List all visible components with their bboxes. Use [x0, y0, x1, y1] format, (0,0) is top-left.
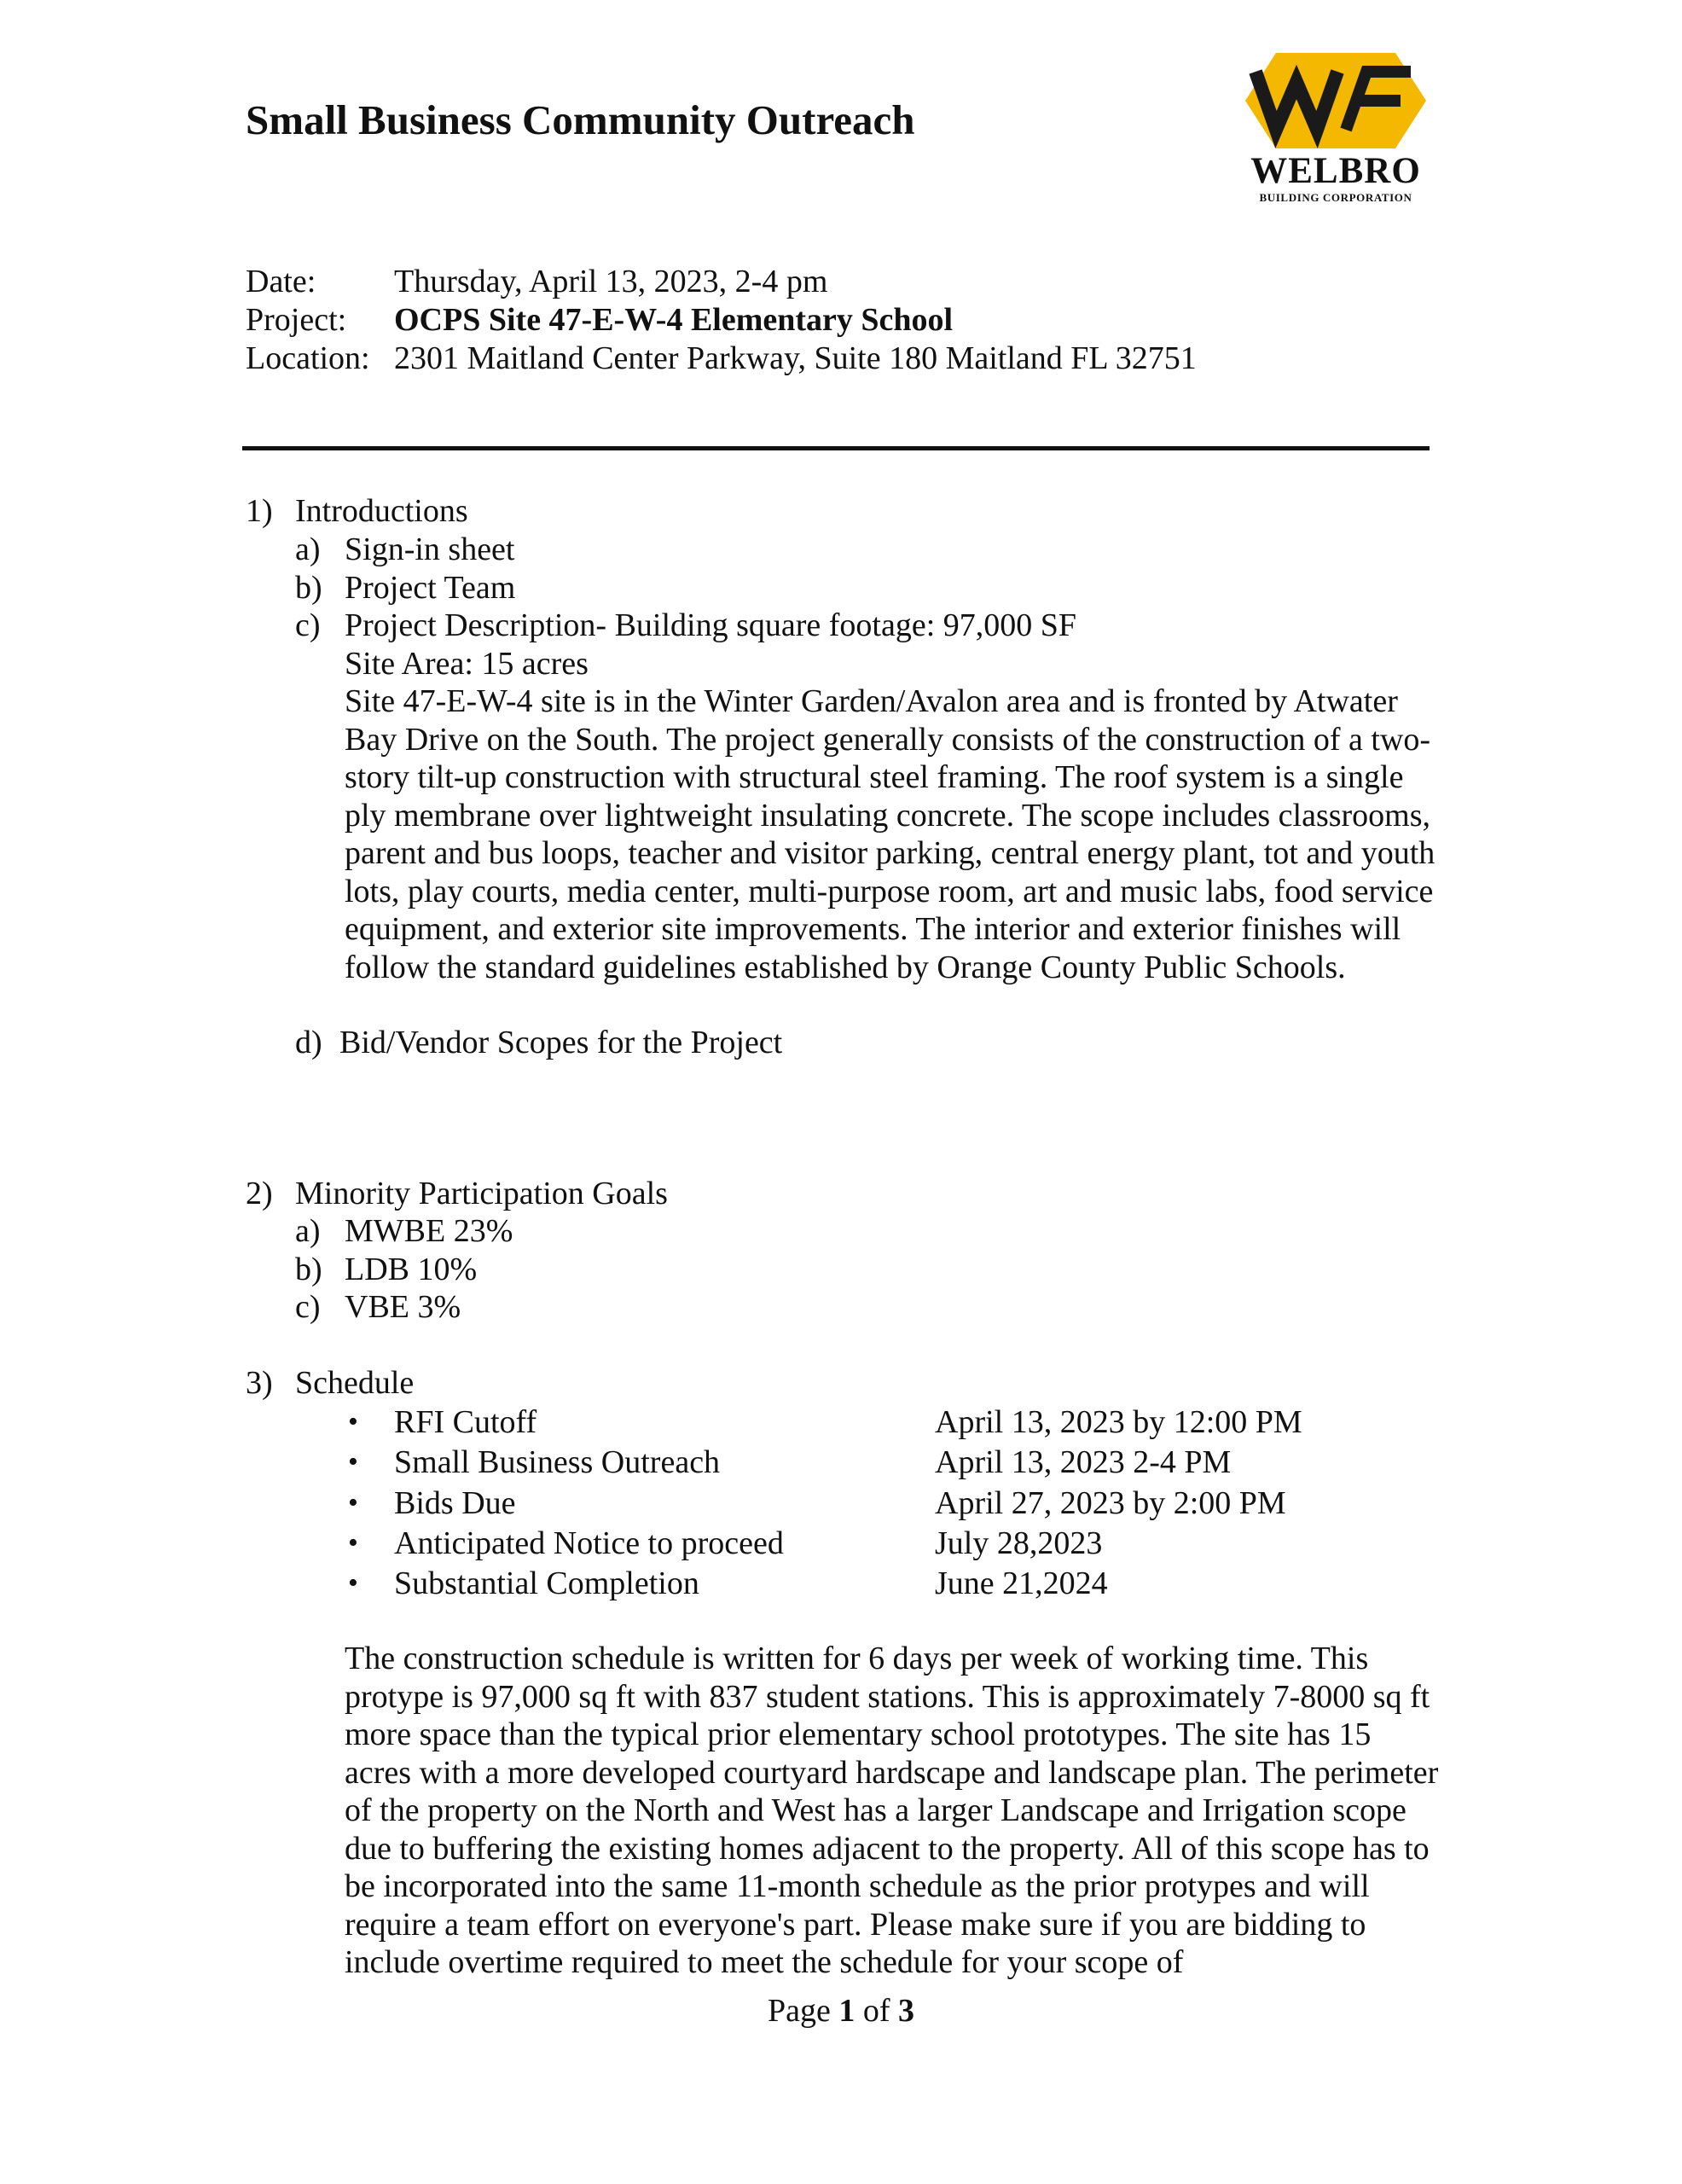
- bullet-icon: •: [348, 1406, 358, 1438]
- page-number: [0, 1992, 1682, 2030]
- document-title: Small Business Community Outreach: [246, 96, 915, 143]
- welbro-logo: [1244, 51, 1431, 213]
- list-marker: b): [295, 1252, 322, 1287]
- logo-wordmark: WELBRO: [1250, 151, 1421, 191]
- bullet-icon: •: [348, 1487, 358, 1519]
- bullet-icon: •: [348, 1446, 358, 1478]
- date-label: Date:: [246, 264, 316, 299]
- section-3-title: Schedule: [295, 1365, 415, 1401]
- project-value: OCPS Site 47-E-W-4 Elementary School: [394, 302, 954, 338]
- horizontal-divider: [242, 446, 1430, 450]
- site-area: Site Area: 15 acres: [345, 646, 589, 682]
- schedule-item-date: April 27, 2023 by 2:00 PM: [935, 1485, 1286, 1521]
- section-2-number: 2): [246, 1176, 273, 1211]
- page-total: 3: [898, 1993, 915, 2029]
- list-item: VBE 3%: [345, 1289, 461, 1325]
- schedule-paragraph: The construction schedule is written for 6 days per week of working time. This protype is 97,000 sq ft with 837 student stations. This is approximately 7-8000 sq ft more space than the typical prior elementary school prototypes. The site has 15 acres with a more developed courtyard hardscape and landscape plan. The perimeter of the property on the North and West has a larger Landscape and Irrigation scope due to buffering the existing homes adjacent to the property. All of this scope has to be incorporated into the same 11-month schedule as the prior protypes and will require a team effort on everyone's part. Please make sure if you are bidding to include overtime required to meet the schedule for your scope of: [345, 1641, 1439, 1980]
- list-item: MWBE 23%: [345, 1213, 513, 1249]
- list-marker: c): [295, 607, 321, 643]
- schedule-item-label: Bids Due: [394, 1485, 516, 1521]
- project-label: Project:: [246, 302, 347, 338]
- section-2-title: Minority Participation Goals: [295, 1176, 668, 1211]
- list-item: Sign-in sheet: [345, 531, 515, 567]
- bullet-icon: •: [348, 1567, 358, 1599]
- bullet-icon: •: [348, 1527, 358, 1559]
- page-word: Page: [767, 1993, 831, 2029]
- schedule-item-label: Small Business Outreach: [394, 1444, 721, 1480]
- schedule-item-date: April 13, 2023 2-4 PM: [935, 1444, 1232, 1480]
- project-description-paragraph: Site 47-E-W-4 site is in the Winter Garden/Avalon area and is fronted by Atwater Bay Drive on the South. The project generally consists of the construction of a two-story tilt-up construction with structural steel framing. The roof system is a single ply membrane over lightweight insulating concrete. The scope includes classrooms, parent and bus loops, teacher and visitor parking, central energy plant, tot and youth lots, play courts, media center, multi-purpose room, art and music labs, food service equipment, and exterior site improvements. The interior and exterior finishes will follow the standard guidelines established by Orange County Public Schools.: [345, 683, 1436, 985]
- of-word: of: [862, 1993, 890, 2029]
- list-marker: c): [295, 1289, 321, 1325]
- schedule-item-label: RFI Cutoff: [394, 1404, 537, 1440]
- page-current: 1: [838, 1993, 856, 2029]
- date-value: Thursday, April 13, 2023, 2-4 pm: [394, 264, 828, 299]
- location-label: Location:: [246, 340, 370, 376]
- welbro-logo-icon: [1244, 51, 1428, 154]
- schedule-item-date: July 28,2023: [935, 1525, 1103, 1561]
- list-marker: a): [295, 531, 321, 567]
- location-value: 2301 Maitland Center Parkway, Suite 180 Maitland FL 32751: [394, 340, 1197, 376]
- list-item: Project Team: [345, 570, 516, 606]
- section-3-number: 3): [246, 1365, 273, 1401]
- list-marker: a): [295, 1213, 321, 1249]
- list-marker: b): [295, 570, 322, 606]
- list-item: LDB 10%: [345, 1252, 478, 1287]
- list-marker: d): [295, 1025, 322, 1060]
- schedule-item-date: June 21,2024: [935, 1565, 1108, 1601]
- schedule-item-label: Substantial Completion: [394, 1565, 699, 1601]
- list-item: Bid/Vendor Scopes for the Project: [339, 1025, 783, 1060]
- list-item: Project Description- Building square footage: 97,000 SF: [345, 607, 1077, 643]
- section-1-title: Introductions: [295, 493, 468, 529]
- logo-subtitle: BUILDING CORPORATION: [1259, 191, 1412, 204]
- section-1-number: 1): [246, 493, 273, 529]
- schedule-item-date: April 13, 2023 by 12:00 PM: [935, 1404, 1302, 1440]
- schedule-item-label: Anticipated Notice to proceed: [394, 1525, 784, 1561]
